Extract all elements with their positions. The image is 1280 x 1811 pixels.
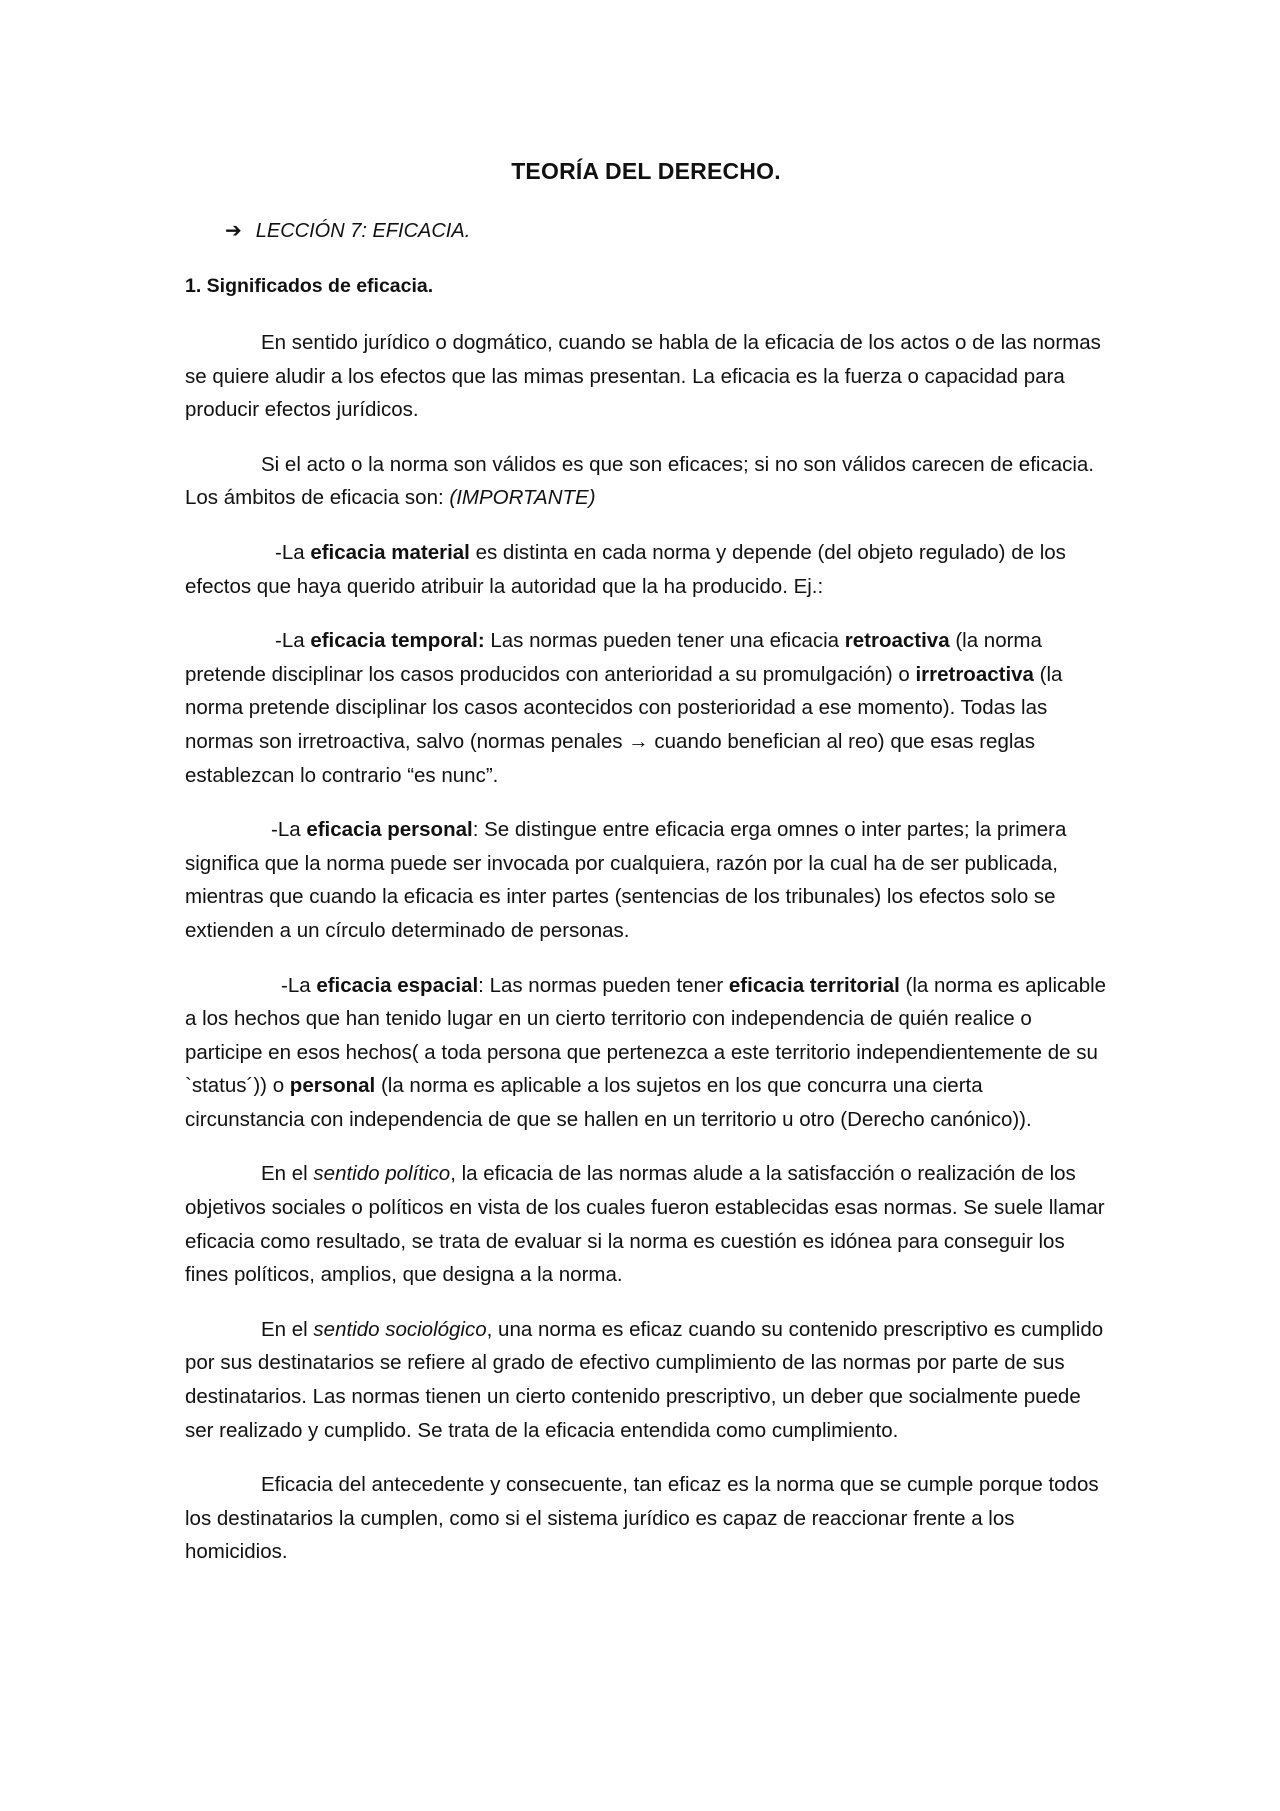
term-material-efficacy: eficacia material bbox=[310, 540, 470, 564]
document-title: TEORÍA DEL DERECHO. bbox=[511, 158, 781, 184]
important-note: (IMPORTANTE) bbox=[449, 486, 596, 510]
term-personal: personal bbox=[289, 1074, 376, 1098]
term-territorial-efficacy: eficacia territorial bbox=[728, 973, 900, 997]
paragraph-personal-efficacy: -La eficacia personal: Se distingue entre eficacia erga omnes o inter partes; la primera significa que la norma puede ser invocada por cualquiera, razón por la cual ha de ser publicada, mientras que cuando la eficacia es inter partes (sentencias de los tribunales) los efectos solo se extienden a un círculo determinado de personas. bbox=[185, 818, 1067, 942]
paragraph-political-sense: En el sentido político, la eficacia de las normas alude a la satisfacción o realización de los objetivos sociales o políticos en vista de los cuales fueron establecidas esas normas. Se suele llamar eficacia como resultado, se trata de evaluar si la norma es cuestión es idónea para conseguir los fines políticos, amplios, que designa a la norma. bbox=[185, 1162, 1105, 1287]
lesson-label: LECCIÓN 7: EFICACIA. bbox=[255, 220, 471, 242]
term-sociological-sense: sentido sociológico bbox=[313, 1317, 487, 1341]
arrow-right-icon: ➔ bbox=[225, 220, 242, 242]
lesson-heading bbox=[225, 218, 470, 243]
term-personal-efficacy: eficacia personal bbox=[306, 818, 473, 842]
paragraph-temporal-efficacy: -La eficacia temporal: Las normas pueden tener una eficacia retroactiva (la norma pretende disciplinar los casos producidos con anterioridad a su promulgación) o irretroactiva (la norma pretende disciplinar los casos acontecidos con posterioridad a ese momento). Todas las normas son irretroactiva, salvo (normas penales → cuando benefician al reo) que esas reglas establezcan lo contrario “es nunc”. bbox=[185, 629, 1063, 787]
paragraph-spatial-efficacy: -La eficacia espacial: Las normas pueden tener eficacia territorial (la norma es aplicable a los hechos que han tenido lugar en un cierto territorio con independencia de quién realice o participe en esos hechos( a toda persona que pertenezca a este territorio independientemente de su `status´)) o personal (la norma es aplicable a los sujetos en los que concurra una cierta circunstancia con independencia de que se hallen en un territorio u otro (Derecho canónico)). bbox=[185, 973, 1107, 1131]
term-spatial-efficacy: eficacia espacial bbox=[316, 973, 479, 997]
paragraph-juridical-sense: En sentido jurídico o dogmático, cuando se habla de la eficacia de los actos o de las normas se quiere aludir a los efectos que las mimas presentan. La eficacia es la fuerza o capacidad para producir efectos jurídicos. bbox=[185, 331, 1101, 422]
term-irretroactive: irretroactiva bbox=[915, 662, 1034, 686]
paragraph-material-efficacy: -La eficacia material es distinta en cada norma y depende (del objeto regulado) de los efectos que haya querido atribuir la autoridad que la ha producido. Ej.: bbox=[185, 540, 1066, 598]
term-temporal-efficacy: eficacia temporal: bbox=[310, 629, 485, 653]
paragraph-antecedent-consequent: Eficacia del antecedente y consecuente, tan eficaz es la norma que se cumple porque todos los destinatarios la cumplen, como si el sistema jurídico es capaz de reaccionar frente a los homicidios. bbox=[185, 1473, 1099, 1564]
section-heading: 1. Significados de eficacia. bbox=[185, 275, 434, 297]
term-political-sense: sentido político bbox=[313, 1162, 451, 1186]
paragraph-sociological-sense: En el sentido sociológico, una norma es eficaz cuando su contenido prescriptivo es cumplido por sus destinatarios se refiere al grado de efectivo cumplimiento de las normas por parte de sus destinatarios. Las normas tienen un cierto contenido prescriptivo, un deber que socialmente puede ser realizado y cumplido. Se trata de la eficacia entendida como cumplimiento. bbox=[185, 1317, 1104, 1442]
term-retroactive: retroactiva bbox=[844, 629, 950, 653]
body-text bbox=[185, 326, 1107, 1590]
paragraph-validity: Si el acto o la norma son válidos es que son eficaces; si no son válidos carecen de eficacia. Los ámbitos de eficacia son: (IMPORTANTE) bbox=[185, 452, 1094, 510]
